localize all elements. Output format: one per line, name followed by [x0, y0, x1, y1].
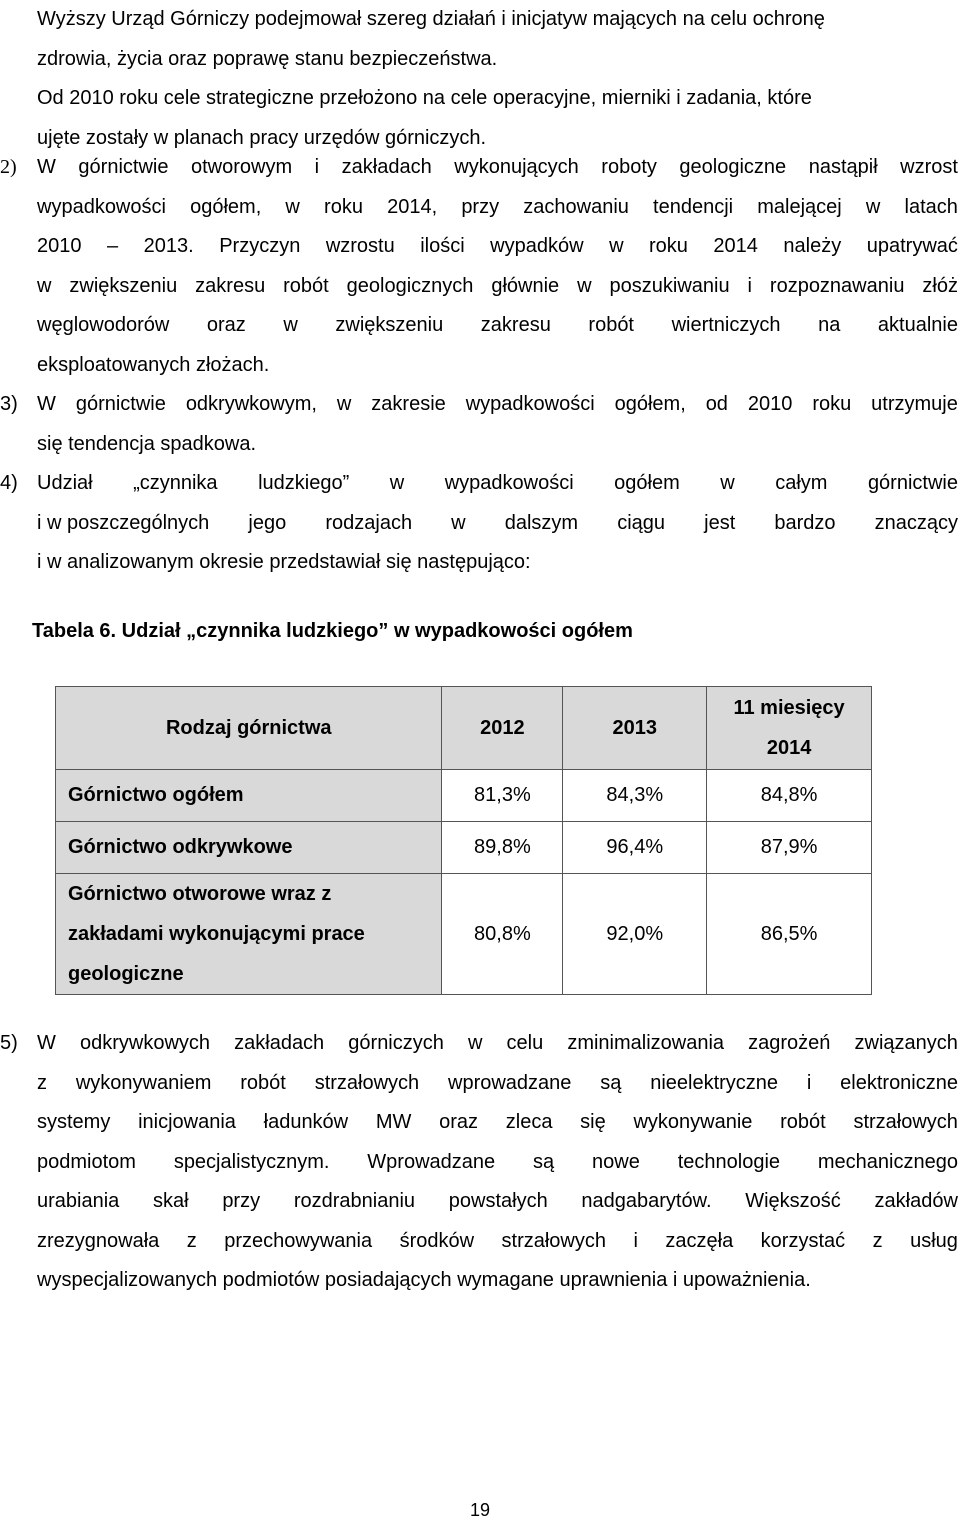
- last-line: eksploatowanych złożach.: [37, 353, 270, 376]
- word: należy: [783, 235, 842, 257]
- word: podmiotom: [37, 1150, 136, 1173]
- word: i: [633, 1229, 638, 1252]
- list-item-body: [37, 464, 958, 583]
- word: w: [865, 195, 881, 218]
- word: wypadków: [490, 235, 584, 257]
- word: w: [609, 235, 624, 257]
- word: urabiania: [37, 1190, 120, 1212]
- word: roku: [649, 235, 688, 257]
- justified-line: [37, 1182, 958, 1222]
- cell-2012: 89,8%: [442, 822, 563, 874]
- word: rozpoznawaniu: [769, 274, 905, 297]
- header-2012: 2012: [442, 687, 563, 770]
- word: robót: [780, 1111, 826, 1133]
- word: w: [451, 511, 466, 534]
- word: wprowadzane: [448, 1071, 572, 1094]
- cell-mining-type: Górnictwo odkrywkowe: [56, 822, 442, 874]
- cell-2013: 84,3%: [563, 770, 707, 822]
- intro-line: ujęte zostały w planach pracy urzędów górniczych.: [37, 126, 487, 149]
- word: zaczęła: [665, 1229, 734, 1252]
- justified-line: [37, 306, 958, 346]
- word: geologicznych: [346, 274, 474, 297]
- word: górnictwie: [78, 156, 169, 178]
- word: –: [107, 235, 119, 257]
- header-line: 11 miesięcy: [733, 697, 845, 719]
- word: znaczący: [874, 511, 958, 534]
- word: ogółem: [614, 472, 680, 494]
- cell-2014: 87,9%: [707, 822, 872, 874]
- cell-2014: 86,5%: [707, 874, 872, 995]
- cell-line: geologiczne: [68, 963, 184, 985]
- word: usług: [910, 1229, 958, 1252]
- word: i: [747, 274, 752, 297]
- table-row: [56, 770, 872, 822]
- word: jest: [704, 511, 736, 534]
- word: odkrywkowym,: [185, 393, 317, 415]
- word: w: [283, 314, 298, 336]
- word: i w poszczególnych: [37, 511, 210, 534]
- intro-line: zdrowia, życia oraz poprawę stanu bezpieczeństwa.: [37, 47, 498, 70]
- justified-line: [37, 188, 958, 228]
- word: i: [314, 156, 320, 178]
- word: rodzajach: [325, 511, 413, 534]
- word: 2014,: [387, 195, 438, 218]
- word: zakładach: [234, 1032, 325, 1054]
- word: górnictwie: [75, 393, 166, 415]
- word: środków: [399, 1229, 475, 1252]
- table-caption: Tabela 6. Udział „czynnika ludzkiego” w wypadkowości ogółem: [32, 620, 633, 642]
- word: przy: [222, 1190, 261, 1212]
- justified-line: [37, 1103, 958, 1143]
- word: nowe: [592, 1150, 640, 1173]
- word: strzałowych: [501, 1229, 606, 1252]
- word: złóż: [922, 274, 958, 297]
- word: 2010: [747, 393, 793, 415]
- word: celu: [506, 1032, 544, 1054]
- word: zakresu: [195, 274, 266, 297]
- cell-line: Górnictwo otworowe wraz z: [68, 883, 332, 905]
- list-item-body: [37, 385, 958, 464]
- word: korzystać: [760, 1229, 846, 1252]
- cell-2013: 96,4%: [563, 822, 707, 874]
- word: roku: [324, 195, 363, 218]
- word: poszukiwaniu: [609, 274, 730, 297]
- justified-line: [37, 464, 958, 504]
- word: Wprowadzane: [367, 1150, 496, 1173]
- word: zwiększeniu: [69, 274, 178, 297]
- last-line: wyspecjalizowanych podmiotów posiadających wymagane uprawnienia i upoważnienia.: [37, 1269, 811, 1291]
- word: są: [533, 1150, 555, 1173]
- intro-line: Od 2010 roku cele strategiczne przełożono na cele operacyjne, mierniki i zadania, które: [37, 87, 812, 109]
- cell-2012: 80,8%: [442, 874, 563, 995]
- word: wypadkowości: [444, 472, 574, 494]
- word: od: [705, 393, 728, 415]
- word: przechowywania: [224, 1229, 373, 1252]
- word: w: [389, 472, 405, 494]
- word: robót: [588, 314, 634, 336]
- word: wykonywanie: [633, 1111, 753, 1133]
- word: Przyczyn: [219, 235, 301, 257]
- word: i: [806, 1071, 812, 1094]
- word: utrzymuje: [871, 393, 958, 415]
- word: specjalistycznym.: [173, 1150, 330, 1173]
- word: bardzo: [774, 511, 836, 534]
- justified-line: [37, 227, 958, 267]
- header-line: 2014: [766, 737, 812, 759]
- word: zakładach: [341, 156, 432, 178]
- last-line: i w analizowanym okresie przedstawiał się następująco:: [37, 551, 531, 573]
- word: upatrywać: [866, 235, 958, 257]
- justified-line: [37, 1222, 958, 1262]
- page-number: 19: [469, 1500, 491, 1520]
- word: zakresu: [480, 314, 551, 336]
- word: zakresie: [371, 393, 446, 415]
- word: roku: [812, 393, 852, 415]
- word: w: [285, 195, 300, 218]
- word: na: [818, 314, 841, 336]
- word: Większość: [745, 1190, 841, 1212]
- word: odkrywkowych: [79, 1032, 211, 1054]
- justified-line: [37, 385, 958, 425]
- last-line: się tendencja spadkowa.: [37, 432, 257, 455]
- word: strzałowych: [314, 1071, 420, 1094]
- word: z: [872, 1229, 883, 1252]
- word: rozdrabnianiu: [293, 1190, 416, 1212]
- word: nastąpił: [808, 156, 878, 178]
- word: zachowaniu: [523, 195, 629, 218]
- word: zleca: [505, 1111, 553, 1133]
- word: ilości: [420, 235, 465, 257]
- word: 2014: [713, 235, 758, 257]
- word: w: [37, 274, 52, 297]
- word: powstałych: [448, 1190, 548, 1212]
- word: W: [37, 393, 56, 415]
- table-row: [56, 874, 872, 995]
- intro-line: Wyższy Urząd Górniczy podejmował szereg działań i inicjatyw mających na celu ochronę: [37, 8, 825, 30]
- word: latach: [904, 195, 958, 218]
- intro-paragraph: [37, 0, 958, 158]
- table-header-row: [56, 687, 872, 770]
- word: wzrostu: [325, 235, 395, 257]
- word: tendencji: [653, 195, 734, 218]
- justified-line: [37, 267, 958, 307]
- word: systemy: [37, 1111, 111, 1133]
- word: wypadkowości: [465, 393, 595, 415]
- word: wiertniczych: [671, 314, 781, 336]
- word: głównie: [491, 274, 560, 297]
- cell-mining-type: Górnictwo ogółem: [56, 770, 442, 822]
- word: technologie: [677, 1150, 781, 1173]
- list-number: 5): [0, 1032, 18, 1054]
- word: wypadkowości: [37, 195, 166, 218]
- word: dalszym: [504, 511, 579, 534]
- word: 2013.: [143, 235, 194, 257]
- word: mechanicznego: [817, 1150, 958, 1173]
- word: górnictwie: [867, 472, 958, 494]
- justified-line: [37, 1024, 958, 1064]
- word: zagrożeń: [748, 1032, 831, 1054]
- justified-line: [37, 1143, 958, 1183]
- justified-line: [37, 148, 958, 188]
- word: zrezygnowała: [37, 1229, 160, 1252]
- header-mining-type: Rodzaj górnictwa: [56, 687, 442, 770]
- word: węglowodorów: [37, 314, 170, 336]
- word: ładunków: [263, 1111, 349, 1133]
- word: w: [336, 393, 352, 415]
- word: w: [467, 1032, 483, 1054]
- word: ogółem,: [614, 393, 686, 415]
- word: Udział: [37, 472, 93, 494]
- table-row: [56, 822, 872, 874]
- word: w: [577, 274, 592, 297]
- word: strzałowych: [853, 1111, 958, 1133]
- word: inicjowania: [138, 1111, 236, 1133]
- word: zakładów: [874, 1190, 958, 1212]
- list-number: 3): [0, 393, 18, 415]
- word: „czynnika: [133, 472, 218, 494]
- word: się: [580, 1111, 606, 1133]
- word: malejącej: [757, 195, 842, 218]
- word: otworowym: [191, 156, 293, 178]
- word: nadgabarytów.: [581, 1190, 712, 1212]
- word: wykonujących: [454, 156, 579, 178]
- word: ciągu: [617, 511, 666, 534]
- list-item-body: [37, 1024, 958, 1301]
- word: zminimalizowania: [567, 1032, 725, 1054]
- word: związanych: [854, 1032, 958, 1054]
- word: wzrost: [900, 156, 958, 178]
- header-2013: 2013: [563, 687, 707, 770]
- word: z: [37, 1071, 47, 1094]
- word: W: [37, 1032, 56, 1054]
- word: w: [720, 472, 735, 494]
- justified-line: [37, 1064, 958, 1104]
- list-number: 2): [0, 156, 17, 178]
- word: skał: [153, 1190, 189, 1212]
- word: W: [37, 156, 56, 178]
- cell-2013: 92,0%: [563, 874, 707, 995]
- human-factor-table: [55, 686, 872, 995]
- cell-2012: 81,3%: [442, 770, 563, 822]
- word: robót: [283, 274, 329, 297]
- word: ogółem,: [190, 195, 262, 218]
- word: jego: [248, 511, 287, 534]
- word: wykonywaniem: [75, 1071, 212, 1094]
- cell-line: zakładami wykonującymi prace: [68, 923, 365, 945]
- list-number: 4): [0, 472, 18, 494]
- word: 2010: [37, 235, 82, 257]
- cell-mining-type: [56, 874, 442, 995]
- word: robót: [240, 1071, 286, 1094]
- word: aktualnie: [877, 314, 958, 336]
- word: są: [600, 1071, 622, 1094]
- word: roboty: [601, 156, 657, 178]
- word: całym: [775, 472, 828, 494]
- word: geologiczne: [679, 156, 787, 178]
- list-item-body: [37, 148, 958, 385]
- cell-2014: 84,8%: [707, 770, 872, 822]
- word: górniczych: [348, 1032, 444, 1054]
- word: z: [186, 1229, 197, 1252]
- word: oraz: [206, 314, 246, 336]
- word: MW: [375, 1111, 412, 1133]
- header-11-months-2014: [707, 687, 872, 770]
- justified-line: [37, 504, 958, 544]
- word: oraz: [439, 1111, 479, 1133]
- word: zwiększeniu: [335, 314, 444, 336]
- word: elektroniczne: [840, 1071, 958, 1094]
- word: nieelektryczne: [650, 1071, 779, 1094]
- word: przy: [461, 195, 500, 218]
- word: ludzkiego”: [258, 472, 350, 494]
